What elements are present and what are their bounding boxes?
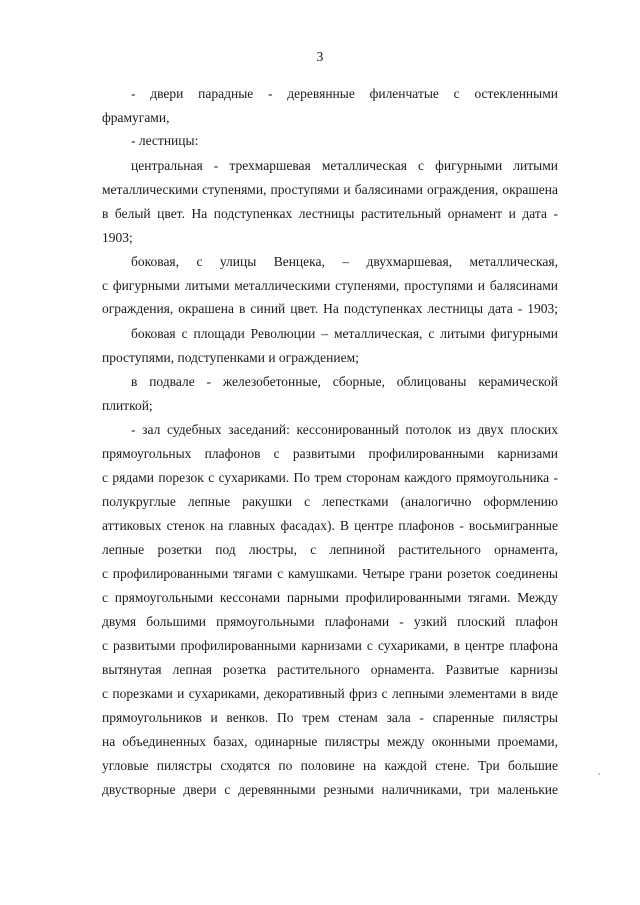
- text-line: центральная - трехмаршевая металлическая с фигурными литыми: [131, 158, 558, 173]
- text-line: проступями, подступенками и ограждением;: [102, 350, 359, 365]
- text-line: с развитыми профилированными карнизами с сухариками, в центре плафона: [102, 638, 558, 653]
- text-line: на объединенных базах, одинарные пилястры между оконными проемами,: [102, 734, 558, 749]
- text-line: в подвале - железобетонные, сборные, облицованы керамической: [131, 374, 558, 389]
- text-line: прямоугольных плафонов с развитыми профилированными карнизами: [102, 446, 558, 461]
- text-line: с рядами порезок с сухариками. По трем сторонам каждого прямоугольника -: [102, 470, 558, 485]
- text-line: лепные розетки под люстры, с лепниной растительного орнамента,: [102, 542, 558, 557]
- text-line: с прямоугольными кессонами парными профилированными тягами. Между: [102, 590, 558, 605]
- text-line: - лестницы:: [131, 133, 199, 148]
- text-line: с порезками и сухариками, декоративный фриз с лепными элементами в виде: [102, 686, 558, 701]
- text-line: полукруглые лепные ракушки с лепестками (аналогично оформлению: [102, 494, 558, 509]
- text-line: боковая, с улицы Венцека, – двухмаршевая, металлическая,: [131, 254, 558, 269]
- text-line: аттиковых стенок на главных фасадах). В центре плафонов - восьмигранные: [102, 518, 558, 533]
- text-line: с фигурными литыми металлическими ступенями, проступями и балясинами: [102, 278, 558, 293]
- text-line: фрамугами,: [102, 110, 170, 125]
- text-line: ограждения, окрашена в синий цвет. На подступенках лестницы дата - 1903;: [102, 301, 558, 316]
- text-line: с профилированными тягами с камушками. Четыре грани розеток соединены: [102, 566, 558, 581]
- text-line: - двери парадные - деревянные филенчатые с остекленными: [131, 86, 558, 101]
- text-line: прямоугольников и венков. По трем стенам зала - спаренные пилястры: [102, 710, 558, 725]
- text-line: металлическими ступенями, проступями и балясинами ограждения, окрашена: [102, 182, 558, 197]
- text-line: в белый цвет. На подступенках лестницы растительный орнамент и дата -: [102, 206, 558, 221]
- scan-speck: [598, 773, 600, 775]
- text-line: плиткой;: [102, 398, 153, 413]
- text-line: вытянутая лепная розетка растительного орнамента. Развитые карнизы: [102, 662, 558, 677]
- text-line: угловые пилястры сходятся по половине на каждой стене. Три большие: [102, 758, 558, 773]
- text-line: двумя большими прямоугольными плафонами - узкий плоский плафон: [102, 614, 558, 629]
- text-line: 1903;: [102, 230, 133, 245]
- text-line: боковая с площади Революции – металлическая, с литыми фигурными: [131, 326, 558, 341]
- page-number: 3: [316, 49, 324, 64]
- text-line: двустворные двери с деревянными резными наличниками, три маленькие: [102, 782, 558, 797]
- text-line: - зал судебных заседаний: кессонированный потолок из двух плоских: [131, 422, 558, 437]
